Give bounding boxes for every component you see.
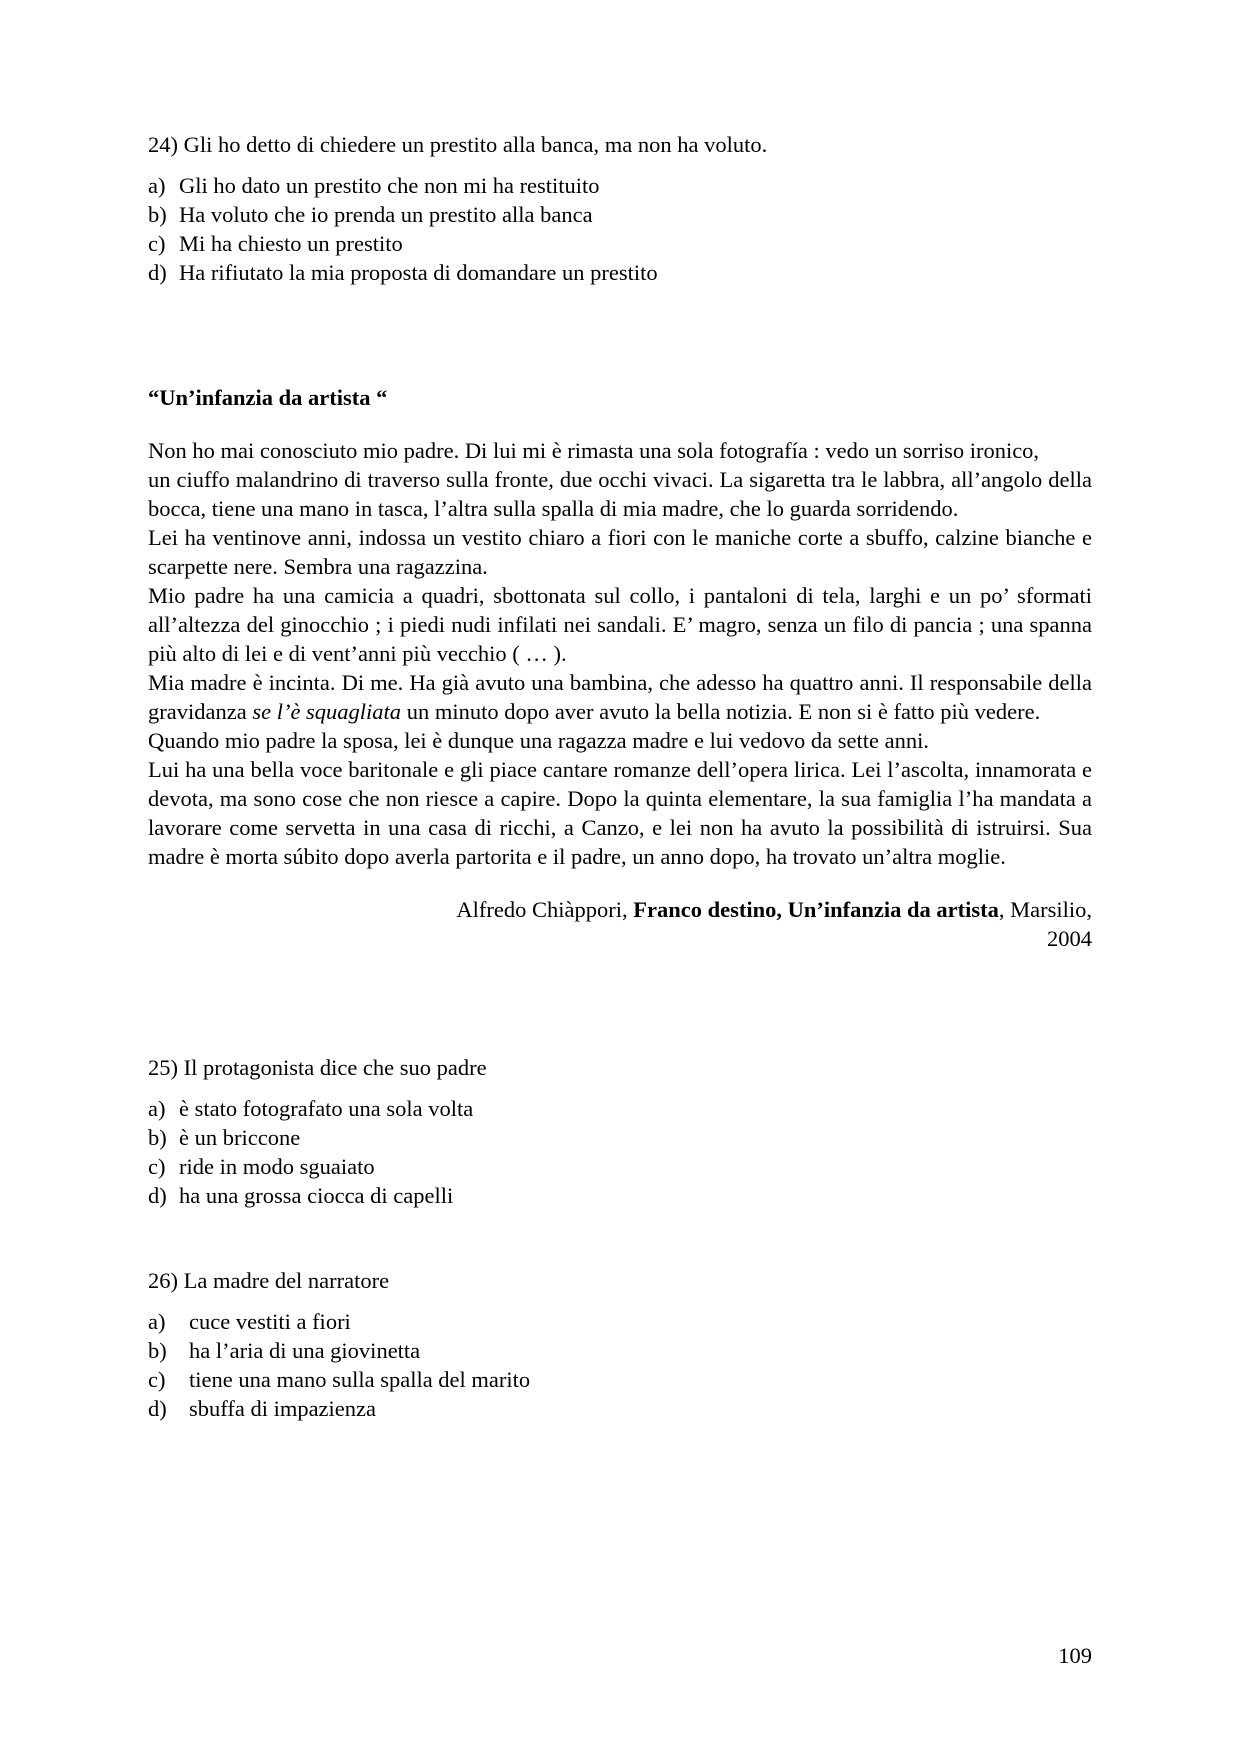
option-d	[148, 258, 1092, 287]
question-stem: 24) Gli ho detto di chiedere un prestito alla banca, ma non ha voluto.	[148, 132, 768, 157]
passage-text: Mia madre è incinta. Di me. Ha già avuto una bambina, che adesso ha quattro anni. Il responsabile della gravidanza	[148, 670, 1092, 724]
passage-body	[148, 436, 1092, 871]
option-letter: c)	[148, 1367, 166, 1392]
document-page	[148, 130, 1092, 1423]
option-b	[148, 1336, 1092, 1365]
citation-year: 2004	[1047, 926, 1092, 951]
option-d	[148, 1394, 1092, 1423]
option-text: tiene una mano sulla spalla del marito	[189, 1367, 531, 1392]
option-text: è stato fotografato una sola volta	[179, 1096, 474, 1121]
question-stem: 26) La madre del narratore	[148, 1268, 390, 1293]
option-letter: a)	[148, 1096, 166, 1121]
passage-paragraph: Lui ha una bella voce baritonale e gli piace cantare romanze dell’opera lirica. Lei l’ascolta, innamorata e devota, ma sono cose che non riesce a capire. Dopo la quinta elementare, la sua famiglia l’ha mandata a lavorare come servetta in una casa di ricchi, a Canzo, e lei non ha avuto la possibilità di istruirsi. Sua madre è morta súbito dopo averla partorita e il padre, un anno dopo, ha trovato un’altra moglie.	[148, 757, 1092, 869]
option-a	[148, 1094, 1092, 1123]
passage-paragraph: un ciuffo malandrino di traverso sulla fronte, due occhi vivaci. La sigaretta tra le labbra, all’angolo della bocca, tiene una mano in tasca, l’altra sulla spalla di mia madre, che lo guarda sorridendo.	[148, 467, 1092, 521]
passage-paragraph: Mio padre ha una camicia a quadri, sbottonata sul collo, i pantaloni di tela, larghi e un po’ sformati all’altezza del ginocchio ; i piedi nudi infilati nei sandali. E’ magro, senza un filo di pancia ; una spanna più alto di lei e di vent’anni più vecchio ( … ).	[148, 583, 1092, 666]
option-letter: b)	[148, 1338, 167, 1363]
passage-italic-text: se l’è squagliata	[252, 699, 402, 724]
passage-paragraph: Lei ha ventinove anni, indossa un vestito chiaro a fiori con le maniche corte a sbuffo, calzine bianche e scarpette nere. Sembra una ragazzina.	[148, 525, 1092, 579]
option-list	[148, 171, 1092, 287]
option-text: Gli ho dato un prestito che non mi ha restituito	[179, 173, 600, 198]
option-text: ride in modo sguaiato	[179, 1154, 375, 1179]
option-text: ha una grossa ciocca di capelli	[179, 1183, 454, 1208]
question-stem: 25) Il protagonista dice che suo padre	[148, 1055, 487, 1080]
option-text: sbuffa di impazienza	[189, 1396, 377, 1421]
option-b	[148, 1123, 1092, 1152]
option-text: cuce vestiti a fiori	[189, 1309, 351, 1334]
option-a	[148, 171, 1092, 200]
option-letter: b)	[148, 1125, 167, 1150]
citation-publisher: , Marsilio,	[998, 897, 1092, 922]
option-letter: d)	[148, 1183, 167, 1208]
option-b	[148, 200, 1092, 229]
question-24	[148, 130, 1092, 287]
citation	[148, 895, 1092, 953]
page-number: 109	[1058, 1643, 1092, 1668]
option-letter: a)	[148, 1309, 166, 1334]
option-a	[148, 1307, 1092, 1336]
option-list	[148, 1307, 1092, 1423]
passage-paragraph: Non ho mai conosciuto mio padre. Di lui mi è rimasta una sola fotografía : vedo un sorriso ironico,	[148, 438, 1040, 463]
question-25	[148, 1053, 1092, 1210]
option-letter: d)	[148, 1396, 167, 1421]
option-text: è un briccone	[179, 1125, 301, 1150]
option-text: Ha voluto che io prenda un prestito alla banca	[179, 202, 593, 227]
passage-title: “Un’infanzia da artista “	[148, 385, 388, 410]
option-text: Ha rifiutato la mia proposta di domandare un prestito	[179, 260, 658, 285]
option-c	[148, 229, 1092, 258]
option-text: Mi ha chiesto un prestito	[179, 231, 403, 256]
citation-book-title: Franco destino, Un’infanzia da artista	[633, 897, 999, 922]
citation-line	[148, 895, 1092, 924]
passage-paragraph: Quando mio padre la sposa, lei è dunque una ragazza madre e lui vedovo da sette anni.	[148, 728, 929, 753]
option-letter: c)	[148, 231, 166, 256]
option-c	[148, 1152, 1092, 1181]
question-26	[148, 1266, 1092, 1423]
option-letter: d)	[148, 260, 167, 285]
option-letter: c)	[148, 1154, 166, 1179]
option-text: ha l’aria di una giovinetta	[189, 1338, 421, 1363]
passage-paragraph	[148, 668, 1092, 726]
option-c	[148, 1365, 1092, 1394]
option-d	[148, 1181, 1092, 1210]
option-letter: a)	[148, 173, 166, 198]
citation-author: Alfredo Chiàppori,	[456, 897, 634, 922]
option-list	[148, 1094, 1092, 1210]
passage-text: un minuto dopo aver avuto la bella notizia. E non si è fatto più vedere.	[401, 699, 1041, 724]
option-letter: b)	[148, 202, 167, 227]
